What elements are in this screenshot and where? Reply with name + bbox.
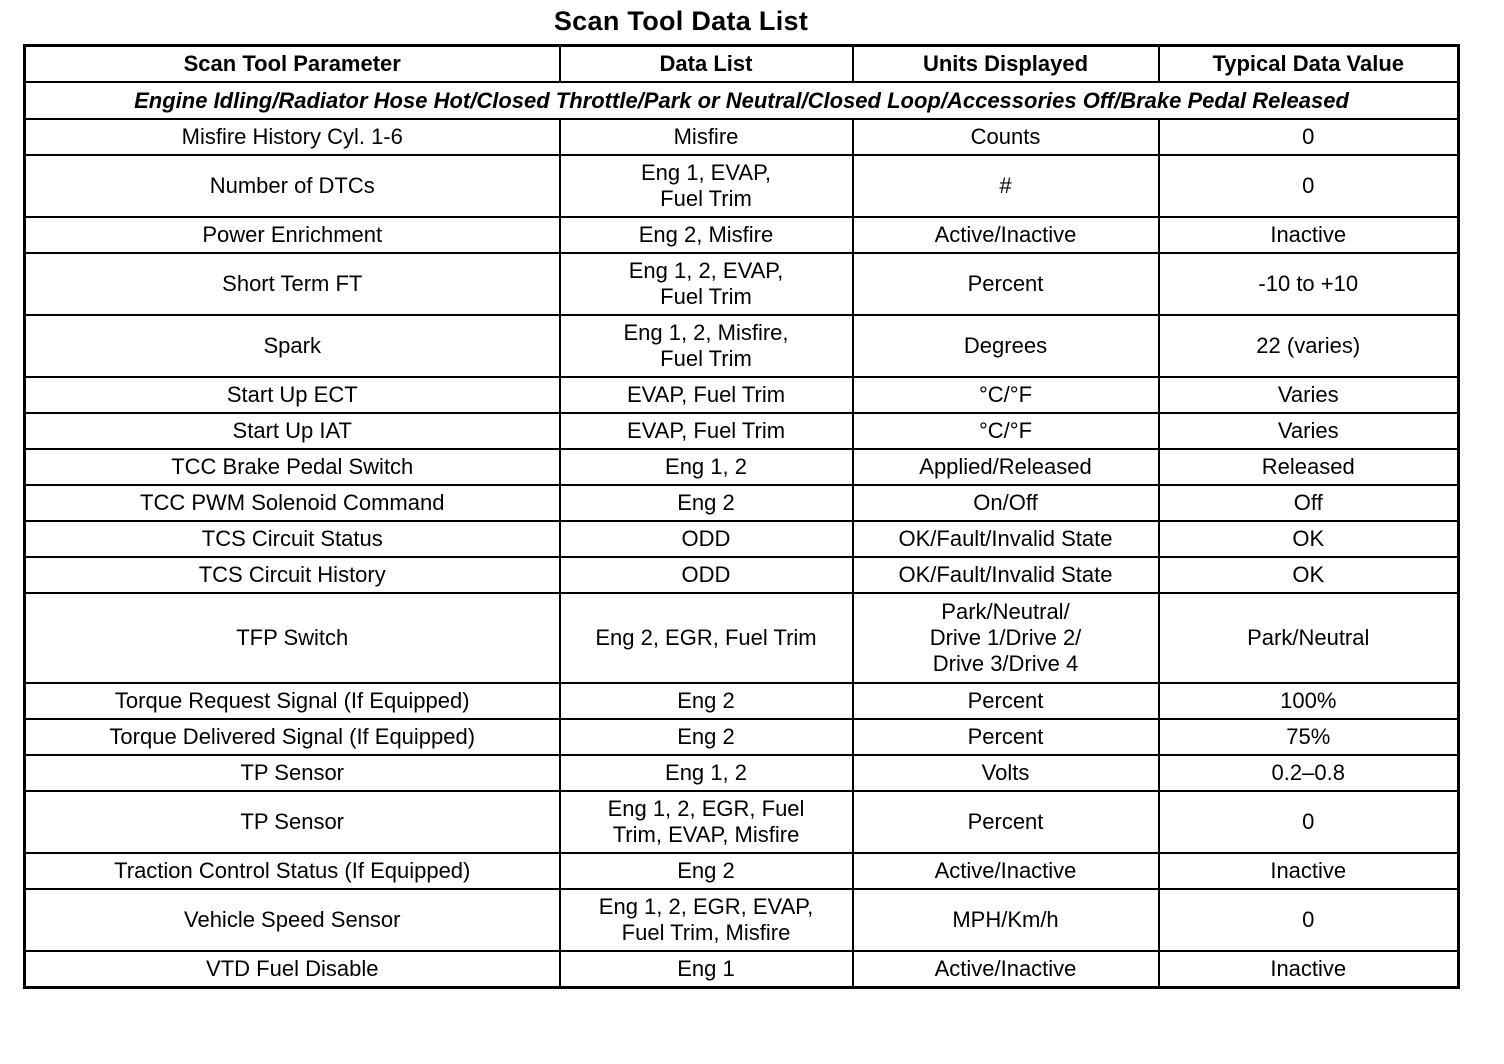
units-cell: #: [853, 155, 1159, 217]
typical-value-cell: OK: [1159, 557, 1459, 593]
parameter-cell: TCS Circuit Status: [25, 521, 560, 557]
table-row: [25, 951, 1459, 988]
parameter-cell: Misfire History Cyl. 1-6: [25, 119, 560, 155]
data-list-cell: Eng 2, EGR, Fuel Trim: [560, 593, 853, 683]
units-cell: On/Off: [853, 485, 1159, 521]
typical-value-cell: 22 (varies): [1159, 315, 1459, 377]
table-row: [25, 217, 1459, 253]
parameter-cell: Torque Request Signal (If Equipped): [25, 683, 560, 719]
parameter-cell: TFP Switch: [25, 593, 560, 683]
table-row: [25, 889, 1459, 951]
typical-value-cell: 100%: [1159, 683, 1459, 719]
typical-value-cell: Inactive: [1159, 217, 1459, 253]
units-cell: MPH/Km/h: [853, 889, 1159, 951]
header-parameter: Scan Tool Parameter: [25, 46, 560, 83]
units-cell: Active/Inactive: [853, 853, 1159, 889]
units-cell: Park/Neutral/ Drive 1/Drive 2/ Drive 3/Drive 4: [853, 593, 1159, 683]
data-list-cell: Eng 1, EVAP, Fuel Trim: [560, 155, 853, 217]
table-row: [25, 377, 1459, 413]
parameter-cell: Start Up IAT: [25, 413, 560, 449]
parameter-cell: Start Up ECT: [25, 377, 560, 413]
units-cell: OK/Fault/Invalid State: [853, 521, 1159, 557]
units-cell: Counts: [853, 119, 1159, 155]
table-row: [25, 719, 1459, 755]
parameter-cell: TCS Circuit History: [25, 557, 560, 593]
table-row: [25, 485, 1459, 521]
parameter-cell: VTD Fuel Disable: [25, 951, 560, 988]
units-cell: Percent: [853, 683, 1159, 719]
table-row: [25, 853, 1459, 889]
table-row: [25, 155, 1459, 217]
table-row: [25, 119, 1459, 155]
units-cell: Active/Inactive: [853, 951, 1159, 988]
typical-value-cell: OK: [1159, 521, 1459, 557]
data-list-cell: Eng 1: [560, 951, 853, 988]
data-list-cell: Misfire: [560, 119, 853, 155]
parameter-cell: TCC PWM Solenoid Command: [25, 485, 560, 521]
typical-value-cell: Varies: [1159, 377, 1459, 413]
data-list-cell: Eng 1, 2, EGR, EVAP, Fuel Trim, Misfire: [560, 889, 853, 951]
header-units: Units Displayed: [853, 46, 1159, 83]
parameter-cell: Vehicle Speed Sensor: [25, 889, 560, 951]
page-title: Scan Tool Data List: [553, 6, 809, 36]
typical-value-cell: 0: [1159, 119, 1459, 155]
table-row: [25, 521, 1459, 557]
units-cell: OK/Fault/Invalid State: [853, 557, 1159, 593]
table-row: [25, 449, 1459, 485]
header-row: [25, 46, 1459, 83]
table-row: [25, 755, 1459, 791]
data-list-cell: Eng 1, 2, EGR, Fuel Trim, EVAP, Misfire: [560, 791, 853, 853]
data-list-cell: Eng 1, 2: [560, 755, 853, 791]
condition-row: [25, 82, 1459, 119]
table-row: [25, 683, 1459, 719]
header-data-list: Data List: [560, 46, 853, 83]
typical-value-cell: Inactive: [1159, 951, 1459, 988]
units-cell: Degrees: [853, 315, 1159, 377]
typical-value-cell: Off: [1159, 485, 1459, 521]
data-list-cell: Eng 2: [560, 719, 853, 755]
parameter-cell: TP Sensor: [25, 791, 560, 853]
table-row: [25, 557, 1459, 593]
units-cell: °C/°F: [853, 377, 1159, 413]
typical-value-cell: 0: [1159, 889, 1459, 951]
units-cell: Active/Inactive: [853, 217, 1159, 253]
data-list-cell: Eng 1, 2: [560, 449, 853, 485]
units-cell: Percent: [853, 791, 1159, 853]
header-typical-value: Typical Data Value: [1159, 46, 1459, 83]
parameter-cell: TP Sensor: [25, 755, 560, 791]
table-row: [25, 593, 1459, 683]
units-cell: °C/°F: [853, 413, 1159, 449]
data-list-cell: Eng 2: [560, 485, 853, 521]
typical-value-cell: 0.2–0.8: [1159, 755, 1459, 791]
units-cell: Percent: [853, 253, 1159, 315]
data-list-cell: ODD: [560, 521, 853, 557]
parameter-cell: Torque Delivered Signal (If Equipped): [25, 719, 560, 755]
parameter-cell: Power Enrichment: [25, 217, 560, 253]
parameter-cell: Traction Control Status (If Equipped): [25, 853, 560, 889]
units-cell: Percent: [853, 719, 1159, 755]
units-cell: Applied/Released: [853, 449, 1159, 485]
condition-text: Engine Idling/Radiator Hose Hot/Closed Throttle/Park or Neutral/Closed Loop/Accessories Off/Brake Pedal Released: [25, 82, 1459, 119]
table-row: [25, 315, 1459, 377]
parameter-cell: Short Term FT: [25, 253, 560, 315]
typical-value-cell: 0: [1159, 155, 1459, 217]
typical-value-cell: -10 to +10: [1159, 253, 1459, 315]
typical-value-cell: Inactive: [1159, 853, 1459, 889]
parameter-cell: Spark: [25, 315, 560, 377]
units-cell: Volts: [853, 755, 1159, 791]
parameter-cell: Number of DTCs: [25, 155, 560, 217]
data-list-cell: Eng 2, Misfire: [560, 217, 853, 253]
table-row: [25, 413, 1459, 449]
data-list-cell: Eng 2: [560, 683, 853, 719]
data-list-cell: EVAP, Fuel Trim: [560, 413, 853, 449]
typical-value-cell: Released: [1159, 449, 1459, 485]
typical-value-cell: Varies: [1159, 413, 1459, 449]
scan-tool-data-table: [23, 44, 1460, 989]
table-row: [25, 791, 1459, 853]
data-list-cell: Eng 2: [560, 853, 853, 889]
data-list-cell: ODD: [560, 557, 853, 593]
table-row: [25, 253, 1459, 315]
parameter-cell: TCC Brake Pedal Switch: [25, 449, 560, 485]
typical-value-cell: 75%: [1159, 719, 1459, 755]
data-list-cell: Eng 1, 2, EVAP, Fuel Trim: [560, 253, 853, 315]
data-list-cell: EVAP, Fuel Trim: [560, 377, 853, 413]
typical-value-cell: 0: [1159, 791, 1459, 853]
typical-value-cell: Park/Neutral: [1159, 593, 1459, 683]
data-list-cell: Eng 1, 2, Misfire, Fuel Trim: [560, 315, 853, 377]
